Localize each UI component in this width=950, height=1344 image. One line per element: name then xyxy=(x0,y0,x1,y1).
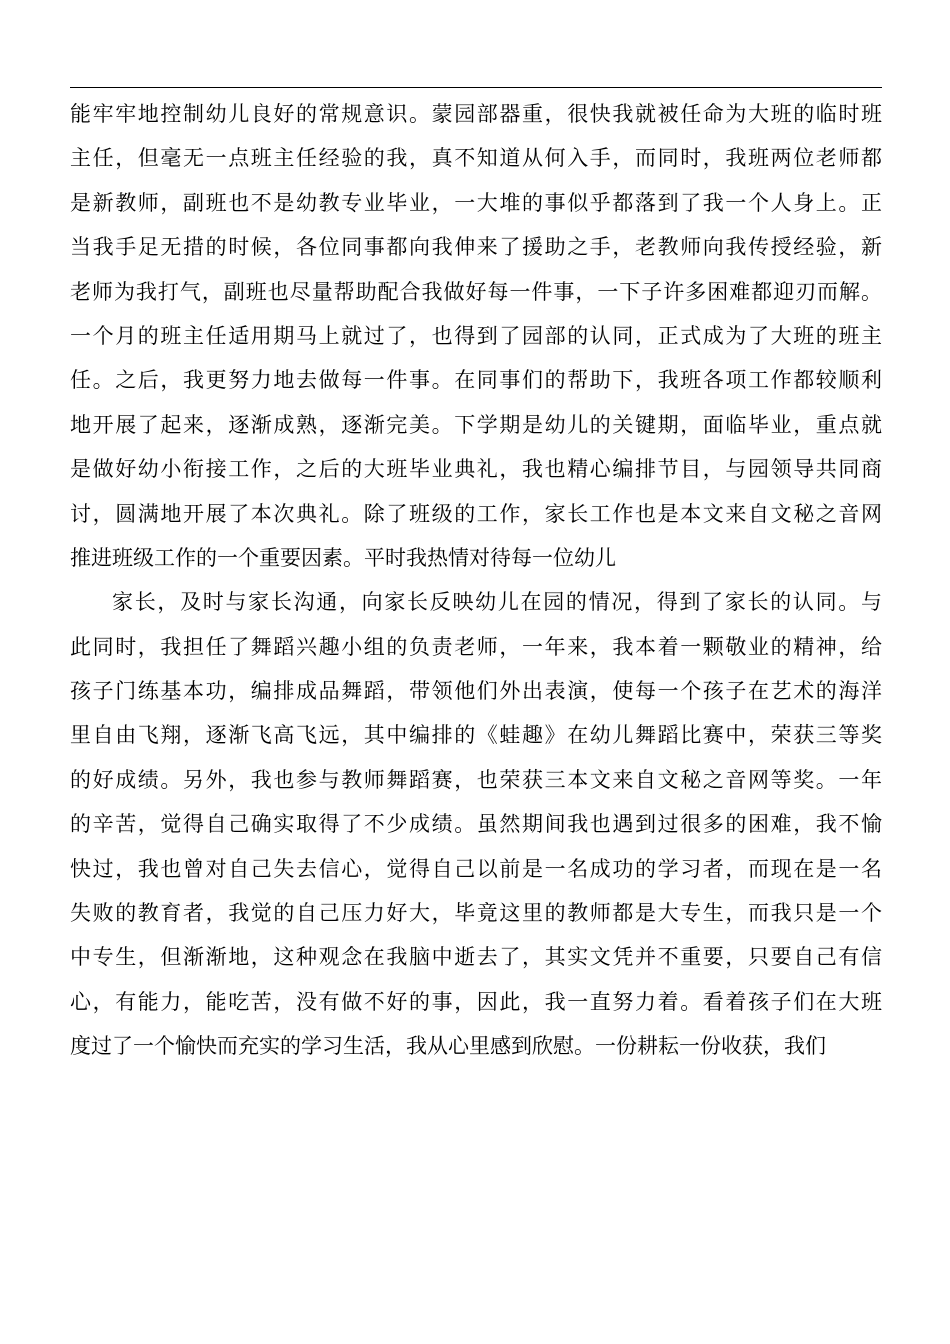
text-line: 当我手足无措的时候，各位同事都向我伸来了援助之手，老教师向我传授经验，新 xyxy=(70,235,882,260)
text-line: 能牢牢地控制幼儿良好的常规意识。蒙园部器重，很快我就被任命为大班的临时班 xyxy=(70,102,882,126)
text-line: 任。之后，我更努力地去做每一件事。在同事们的帮助下，我班各项工作都较顺利 xyxy=(70,368,882,393)
text-line: 一个月的班主任适用期马上就过了，也得到了园部的认同，正式成为了大班的班主 xyxy=(70,323,882,348)
text-line: 的辛苦，觉得自己确实取得了不少成绩。虽然期间我也遇到过很多的困难，我不愉 xyxy=(70,812,882,837)
text-line: 此同时，我担任了舞蹈兴趣小组的负责老师，一年来，我本着一颗敬业的精神，给 xyxy=(70,634,882,659)
paragraph xyxy=(70,580,882,1068)
paragraph xyxy=(70,92,882,580)
text-line: 老师为我打气，副班也尽量帮助配合我做好每一件事，一下子许多困难都迎刃而解。 xyxy=(70,279,882,304)
text-line: 地开展了起来，逐渐成熟，逐渐完美。下学期是幼儿的关键期，面临毕业，重点就 xyxy=(70,412,882,437)
text-line: 里自由飞翔，逐渐飞高飞远，其中编排的《蛙趣》在幼儿舞蹈比赛中，荣获三等奖 xyxy=(70,723,882,748)
text-line: 度过了一个愉快而充实的学习生活，我从心里感到欣慰。一份耕耘一份收获，我们 xyxy=(70,1034,826,1059)
text-line: 中专生，但渐渐地，这种观念在我脑中逝去了，其实文凭并不重要，只要自己有信 xyxy=(70,945,882,970)
text-line: 家长，及时与家长沟通，向家长反映幼儿在园的情况，得到了家长的认同。与 xyxy=(112,590,882,615)
text-line: 推进班级工作的一个重要因素。平时我热情对待每一位幼儿 xyxy=(70,545,616,570)
document-body xyxy=(70,92,882,1069)
text-line: 是新教师，副班也不是幼教专业毕业，一大堆的事似乎都落到了我一个人身上。正 xyxy=(70,190,882,215)
text-line: 孩子门练基本功，编排成品舞蹈，带领他们外出表演，使每一个孩子在艺术的海洋 xyxy=(70,679,882,704)
text-line: 是做好幼小衔接工作，之后的大班毕业典礼，我也精心编排节目，与园领导共同商 xyxy=(70,457,882,482)
text-line: 心，有能力，能吃苦，没有做不好的事，因此，我一直努力着。看着孩子们在大班 xyxy=(70,989,882,1014)
header-rule xyxy=(70,87,882,88)
text-line: 主任，但毫无一点班主任经验的我，真不知道从何入手，而同时，我班两位老师都 xyxy=(70,146,882,171)
text-line: 讨，圆满地开展了本次典礼。除了班级的工作，家长工作也是本文来自文秘之音网 xyxy=(70,501,882,526)
text-line: 的好成绩。另外，我也参与教师舞蹈赛，也荣获三本文来自文秘之音网等奖。一年 xyxy=(70,767,882,792)
text-line: 快过，我也曾对自己失去信心，觉得自己以前是一名成功的学习者，而现在是一名 xyxy=(70,856,882,881)
text-line: 失败的教育者，我觉的自己压力好大，毕竟这里的教师都是大专生，而我只是一个 xyxy=(70,901,882,926)
